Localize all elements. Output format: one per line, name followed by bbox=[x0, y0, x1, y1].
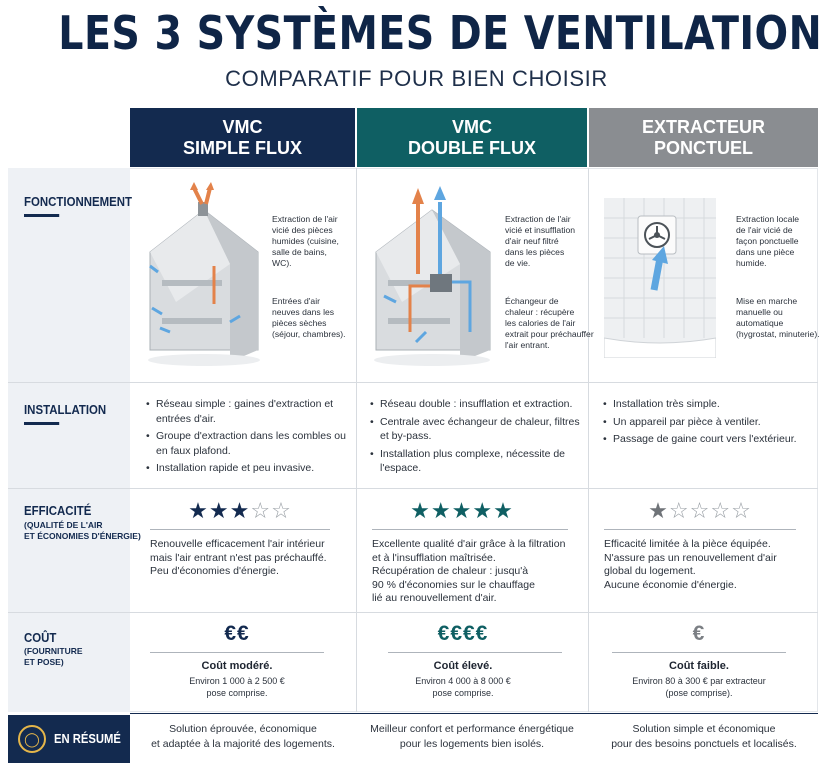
text-line: Meilleur confort et performance énergétique bbox=[370, 723, 574, 735]
sublabel-line: ET POSE) bbox=[24, 657, 64, 667]
cost-rule bbox=[388, 652, 562, 653]
star-icon: ☆ bbox=[250, 498, 272, 523]
cost-rule bbox=[612, 652, 786, 653]
star-icon: ★ bbox=[229, 498, 251, 523]
text-line: Environ 80 à 300 € par extracteur bbox=[632, 676, 766, 686]
text-line: Excellente qualité d'air grâce à la filtration bbox=[372, 538, 566, 550]
text-line: WC). bbox=[272, 258, 292, 268]
cost-rule bbox=[150, 652, 324, 653]
efficacite-simple-text bbox=[150, 538, 350, 579]
text-line: Extraction de l'air bbox=[272, 214, 338, 224]
text-line: Récupération de chaleur : jusqu'à bbox=[372, 565, 529, 577]
cost-title-simple: Coût modéré. bbox=[201, 660, 273, 672]
list-item: • Réseau double : insufflation et extraction. bbox=[370, 397, 580, 412]
star-icon: ★ bbox=[208, 498, 230, 523]
extractor-wall-illustration bbox=[604, 198, 716, 358]
text-line: l'air entrant. bbox=[505, 340, 550, 350]
text-line: chaleur : récupère bbox=[505, 307, 575, 317]
fonctionnement-simple-text2 bbox=[272, 296, 346, 340]
column-divider bbox=[356, 168, 357, 712]
text-line: dans une pièce bbox=[736, 247, 795, 257]
text-line: pièces sèches bbox=[272, 318, 327, 328]
summary-label-box bbox=[8, 715, 130, 763]
fonctionnement-double-text2 bbox=[505, 296, 594, 351]
cost-euro-ponctuel: € bbox=[692, 622, 706, 645]
row-sublabel-efficacite bbox=[24, 520, 141, 542]
text-line: Extraction locale bbox=[736, 214, 800, 224]
star-icon: ★ bbox=[188, 498, 209, 523]
text-line: Renouvelle efficacement l'air intérieur bbox=[150, 538, 325, 550]
text-line: automatique bbox=[736, 318, 784, 328]
row-label-efficacite bbox=[24, 503, 91, 518]
rating-rule bbox=[372, 529, 568, 530]
text-line: salle de bains, bbox=[272, 247, 327, 257]
summary-ponctuel bbox=[594, 722, 814, 752]
installation-double-list bbox=[370, 397, 580, 479]
cost-title-ponctuel: Coût faible. bbox=[669, 660, 729, 672]
text-line: Environ 1 000 à 2 500 € bbox=[189, 676, 285, 686]
text-line: extrait pour préchauffer bbox=[505, 329, 594, 339]
text-line: Échangeur de bbox=[505, 296, 559, 306]
text-line: de l'air vicié de bbox=[736, 225, 793, 235]
star-icon: ★ bbox=[451, 498, 473, 523]
fonctionnement-ponctuel-text2 bbox=[736, 296, 820, 340]
text-line: d'air neuf filtré bbox=[505, 236, 559, 246]
fonctionnement-ponctuel-text1 bbox=[736, 214, 799, 269]
page-subtitle: COMPARATIF POUR BIEN CHOISIR bbox=[225, 66, 608, 91]
list-item: • Centrale avec échangeur de chaleur, filtres et by-pass. bbox=[370, 415, 580, 444]
text-line: lié au renouvellement d'air. bbox=[372, 592, 497, 604]
cost-note-simple bbox=[150, 675, 324, 699]
rating-stars-simple bbox=[150, 498, 330, 524]
row-divider bbox=[8, 488, 818, 489]
sublabel-line: (FOURNITURE bbox=[24, 646, 83, 656]
text-line: pour les logements bien isolés. bbox=[399, 738, 545, 750]
text-line: et adaptée à la majorité des logements. bbox=[151, 738, 335, 750]
summary-double bbox=[360, 722, 584, 752]
sublabel-line: ET ÉCONOMIES D'ÉNERGIE) bbox=[24, 531, 141, 541]
text-line: mais l'air entrant n'est pas préchauffé. bbox=[150, 551, 327, 564]
page-title: LES 3 SYSTÈMES DE VENTILATION bbox=[58, 6, 823, 60]
list-item: • Réseau simple : gaines d'extraction et entrées d'air. bbox=[146, 397, 346, 426]
text-line: (hygrostat, minuterie). bbox=[736, 329, 820, 339]
header-vmc-simple-flux bbox=[130, 108, 355, 167]
rating-rule bbox=[604, 529, 796, 530]
text-line: façon ponctuelle bbox=[736, 236, 799, 246]
header-line1: VMC bbox=[452, 116, 492, 137]
cost-note-ponctuel bbox=[600, 675, 798, 699]
text-line: Solution éprouvée, économique bbox=[169, 723, 317, 735]
cost-euro-double: €€€€ bbox=[437, 622, 489, 645]
fonctionnement-simple-text1 bbox=[272, 214, 339, 269]
list-item: • Passage de gaine court vers l'extérieur. bbox=[603, 432, 803, 447]
header-line2: PONCTUEL bbox=[654, 137, 753, 158]
text-line: 90 % d'économies sur le chauffage bbox=[372, 578, 535, 591]
text-line: (pose comprise). bbox=[665, 688, 733, 698]
efficacite-double-text bbox=[372, 538, 582, 606]
text-line: Mise en marche bbox=[736, 296, 798, 306]
text-line: N'assure pas un renouvellement d'air bbox=[604, 551, 777, 564]
star-icon: ☆ bbox=[689, 498, 711, 523]
row-divider bbox=[8, 612, 818, 613]
house-double-flux-illustration bbox=[366, 182, 500, 370]
star-icon: ★ bbox=[430, 498, 452, 523]
text-line: de vie. bbox=[505, 258, 531, 268]
star-icon: ★ bbox=[410, 498, 431, 523]
text-line: Solution simple et économique bbox=[632, 723, 776, 735]
text-line: vicié des pièces bbox=[272, 225, 333, 235]
text-line: global du logement. bbox=[604, 565, 696, 577]
row-label-fonctionnement bbox=[24, 194, 132, 217]
list-item: • Installation rapide et peu invasive. bbox=[146, 461, 346, 476]
text-line: pose comprise. bbox=[206, 688, 268, 698]
installation-ponctuel-list bbox=[603, 397, 803, 450]
row-label-cout bbox=[24, 630, 56, 645]
row-sublabel-cout bbox=[24, 646, 83, 668]
cost-note-double bbox=[376, 675, 550, 699]
summary-label: EN RÉSUMÉ bbox=[54, 732, 121, 746]
rating-stars-ponctuel bbox=[610, 498, 790, 524]
header-line2: DOUBLE FLUX bbox=[408, 137, 536, 158]
star-icon: ★ bbox=[472, 498, 494, 523]
list-item: • Installation très simple. bbox=[603, 397, 803, 412]
text-line: Peu d'économies d'énergie. bbox=[150, 565, 279, 577]
row-label-text: FONCTIONNEMENT bbox=[24, 194, 133, 209]
house-simple-flux-illustration bbox=[140, 182, 268, 370]
summary-divider bbox=[130, 713, 818, 714]
text-line: manuelle ou bbox=[736, 307, 783, 317]
row-divider bbox=[8, 382, 818, 383]
sublabel-line: (QUALITÉ DE L'AIR bbox=[24, 520, 103, 530]
fonctionnement-double-text1 bbox=[505, 214, 575, 269]
star-icon: ☆ bbox=[271, 498, 292, 523]
text-line: pour des besoins ponctuels et localisés. bbox=[611, 738, 797, 750]
text-line: Aucune économie d'énergie. bbox=[604, 578, 737, 591]
cost-title-double: Coût élevé. bbox=[433, 660, 493, 672]
text-line: Extraction de l'air bbox=[505, 214, 571, 224]
text-line: pose comprise. bbox=[432, 688, 494, 698]
header-line1: EXTRACTEUR bbox=[641, 116, 765, 137]
text-line: et à l'insufflation maîtrisée. bbox=[372, 551, 496, 564]
list-item: • Groupe d'extraction dans les combles ou en faux plafond. bbox=[146, 429, 346, 458]
text-line: neuves dans les bbox=[272, 307, 335, 317]
text-line: humide. bbox=[736, 258, 767, 268]
rating-stars-double bbox=[372, 498, 552, 524]
header-line2: SIMPLE FLUX bbox=[182, 137, 302, 158]
text-line: les calories de l'air bbox=[505, 318, 576, 328]
row-label-text: EFFICACITÉ bbox=[24, 503, 92, 518]
installation-simple-list bbox=[146, 397, 346, 479]
lightbulb-icon: ◯ bbox=[18, 725, 46, 753]
header-line1: VMC bbox=[222, 116, 263, 137]
star-icon: ★ bbox=[493, 498, 514, 523]
text-line: vicié et insufflation bbox=[505, 225, 576, 235]
column-divider bbox=[588, 168, 589, 712]
star-icon: ☆ bbox=[710, 498, 732, 523]
text-line: Efficacité limitée à la pièce équipée. bbox=[604, 538, 771, 550]
list-item: • Un appareil par pièce à ventiler. bbox=[603, 415, 803, 430]
text-line: Entrées d'air bbox=[272, 296, 320, 306]
list-item: • Installation plus complexe, nécessite de l'espace. bbox=[370, 447, 580, 476]
cost-euro-simple: €€ bbox=[224, 622, 250, 645]
star-icon: ☆ bbox=[668, 498, 690, 523]
row-label-text: COÛT bbox=[24, 630, 57, 645]
text-line: (séjour, chambres). bbox=[272, 329, 346, 339]
text-line: dans les pièces bbox=[505, 247, 565, 257]
row-label-text: INSTALLATION bbox=[24, 402, 107, 417]
summary-simple bbox=[136, 722, 350, 752]
label-underline bbox=[24, 214, 59, 217]
star-icon: ☆ bbox=[731, 498, 752, 523]
efficacite-ponctuel-text bbox=[604, 538, 814, 592]
text-line: humides (cuisine, bbox=[272, 236, 339, 246]
rating-rule bbox=[150, 529, 330, 530]
row-label-installation bbox=[24, 402, 106, 425]
label-underline bbox=[24, 422, 59, 425]
star-icon: ★ bbox=[648, 498, 669, 523]
text-line: Environ 4 000 à 8 000 € bbox=[415, 676, 511, 686]
header-vmc-double-flux bbox=[357, 108, 587, 167]
header-extracteur-ponctuel bbox=[589, 108, 818, 167]
